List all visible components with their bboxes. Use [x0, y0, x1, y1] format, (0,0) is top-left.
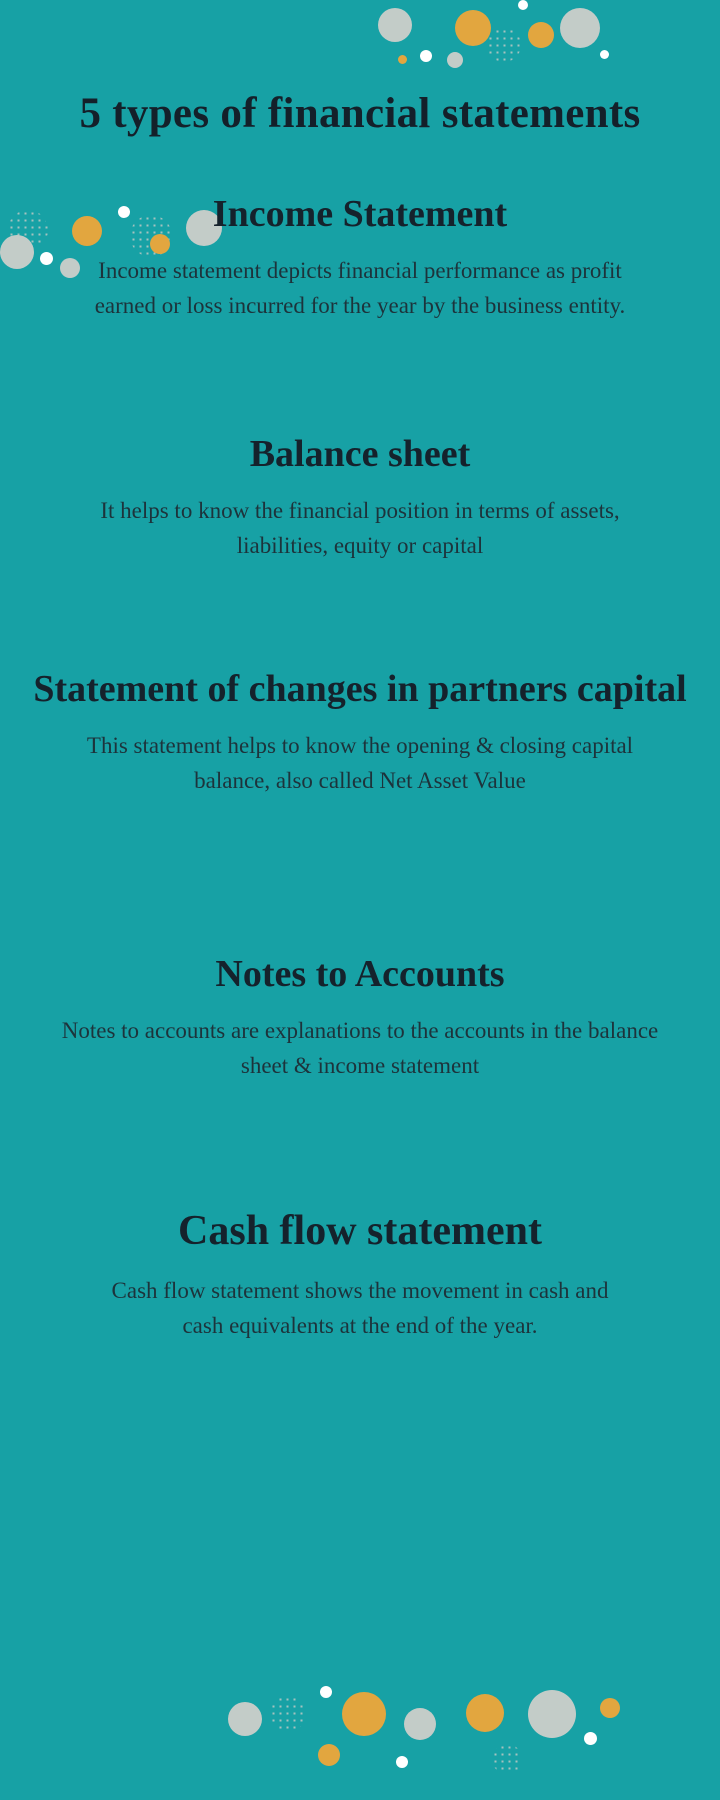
section-title: Balance sheet — [249, 433, 471, 475]
decorative-dotted-circle — [492, 1744, 522, 1774]
decorative-dotted-circle — [487, 28, 521, 62]
decorative-dot — [600, 1698, 620, 1718]
section-income-statement — [0, 190, 720, 324]
section-title: Statement of changes in partners capital — [33, 668, 687, 710]
decorative-dot — [318, 1744, 340, 1766]
page-title: 5 types of financial statements — [79, 89, 641, 137]
section-body: Cash flow statement shows the movement in cash and cash equivalents at the end of the year. — [111, 1277, 609, 1339]
decorative-dot — [560, 8, 600, 48]
decorative-dot — [518, 0, 528, 10]
decorative-dot — [528, 22, 554, 48]
section-title: Notes to Accounts — [215, 953, 505, 995]
section-title: Cash flow statement — [178, 1208, 542, 1254]
section-statement-of-changes — [0, 665, 720, 799]
decorative-dot — [378, 8, 412, 42]
decorative-dot — [466, 1694, 504, 1732]
decorative-dot — [528, 1690, 576, 1738]
section-body: Income statement depicts financial performance as profit earned or loss incurred for the year by the business entity. — [94, 257, 626, 319]
section-body: Notes to accounts are explanations to the accounts in the balance sheet & income statement — [61, 1017, 659, 1079]
section-body: This statement helps to know the opening & closing capital balance, also called Net Asset Value — [86, 732, 634, 794]
decorative-dot — [398, 55, 407, 64]
section-balance-sheet — [0, 430, 720, 564]
decorative-dot — [396, 1756, 408, 1768]
decorative-dot — [600, 50, 609, 59]
decorative-dot — [420, 50, 432, 62]
decorative-dot — [455, 10, 491, 46]
section-body: It helps to know the financial position in terms of assets, liabilities, equity or capital — [100, 497, 620, 559]
decorative-dot — [342, 1692, 386, 1736]
decorative-dot — [404, 1708, 436, 1740]
section-cash-flow-statement — [0, 1205, 720, 1344]
decorative-dot — [228, 1702, 262, 1736]
decorative-dot — [447, 52, 463, 68]
decorative-dotted-circle — [270, 1696, 306, 1732]
decorative-dot — [584, 1732, 597, 1745]
section-title: Income Statement — [212, 193, 508, 235]
section-notes-to-accounts — [0, 950, 720, 1084]
decorative-dot — [320, 1686, 332, 1698]
